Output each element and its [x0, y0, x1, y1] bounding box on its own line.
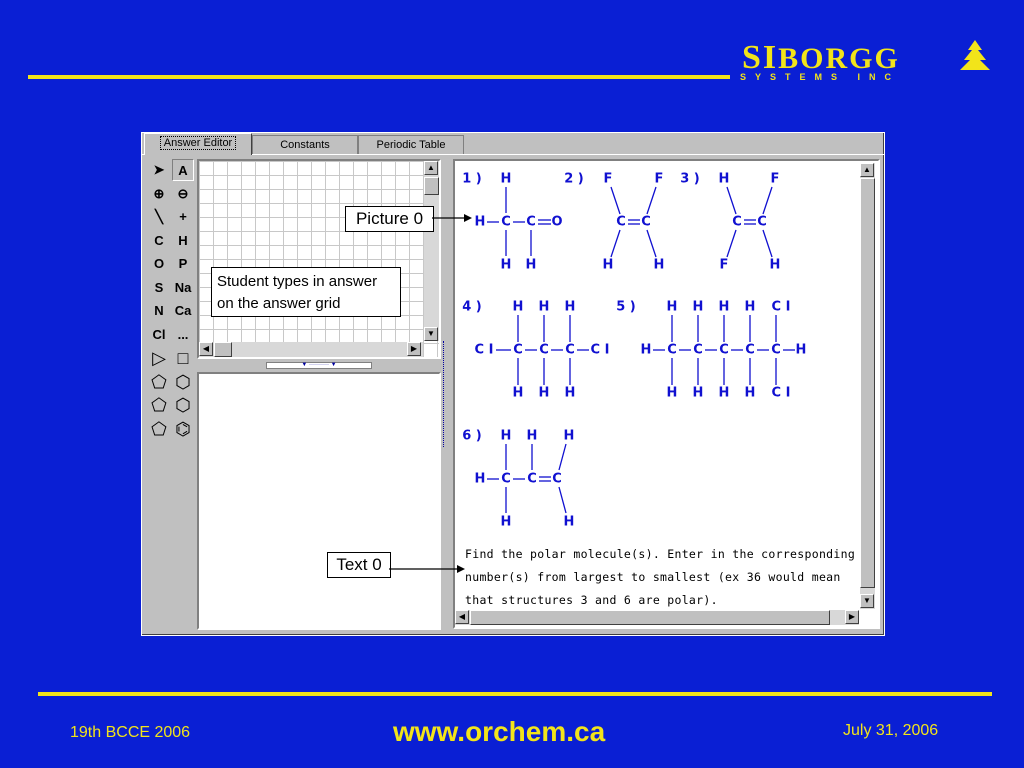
bond-line-icon[interactable]: ╲: [155, 209, 163, 224]
atom-label: H: [526, 428, 538, 444]
atom-label: H: [474, 214, 486, 230]
footer-date: July 31, 2006: [843, 722, 939, 739]
atom-label: H: [538, 299, 550, 315]
preview-scroll-down-button[interactable]: ▼: [860, 594, 874, 608]
atom-label: C: [539, 342, 549, 358]
atom-label: C I: [590, 342, 610, 358]
atom-label: H: [563, 428, 575, 444]
grid-note-line-2: on the answer grid: [217, 295, 341, 312]
bond-line: [763, 187, 772, 214]
octagon-ring-icon[interactable]: ⬡: [175, 395, 191, 415]
text-arrow: [389, 563, 465, 575]
atom-label: H: [795, 342, 807, 358]
bond-line: [559, 444, 566, 470]
benzene-icon[interactable]: ⌬: [175, 418, 191, 439]
logo-tree-icon: [958, 40, 992, 70]
scroll-left-button[interactable]: ◀: [199, 342, 213, 356]
tab-strip-line: [142, 154, 884, 155]
vertical-splitter[interactable]: [443, 341, 449, 447]
atom-label: C I: [771, 385, 791, 401]
atom-label: H: [653, 257, 665, 273]
square-ring-icon[interactable]: □: [177, 348, 189, 368]
atom-label: H: [564, 299, 576, 315]
scroll-thumb[interactable]: [424, 177, 439, 195]
atom-label: H: [500, 514, 512, 530]
horizontal-splitter[interactable]: ▼ ·········· ▼: [266, 362, 372, 369]
atom-label: H: [769, 257, 781, 273]
atom-label: H: [538, 385, 550, 401]
atom-label: H: [525, 257, 537, 273]
atom-cl[interactable]: Cl: [152, 326, 166, 342]
atom-label: H: [718, 385, 730, 401]
question-line-3: that structures 3 and 6 are polar).: [465, 593, 718, 607]
logo-wordmark: SIBORGG: [742, 39, 900, 76]
structure-number-label: 3 ): [680, 171, 700, 187]
atom-label: H: [500, 257, 512, 273]
atom-label: H: [500, 428, 512, 444]
preview-scroll-right-button[interactable]: ▶: [845, 610, 859, 624]
structure-number-label: 6 ): [462, 428, 482, 444]
atom-p[interactable]: P: [178, 256, 188, 271]
bond-line: [647, 230, 656, 257]
atom-na[interactable]: Na: [174, 279, 192, 295]
tab-periodic-table[interactable]: Periodic Table: [358, 135, 464, 154]
atom-h[interactable]: H: [178, 232, 188, 248]
atom-label: H: [666, 385, 678, 401]
top-yellow-rule: [28, 75, 730, 79]
atom-c[interactable]: C: [154, 232, 164, 248]
atom-label: H: [666, 299, 678, 315]
structure-number-label: 1 ): [462, 171, 482, 187]
grid-note-callout: [211, 267, 401, 317]
question-line-2: number(s) from largest to smallest (ex 36 would mean: [465, 570, 841, 584]
scroll-down-button[interactable]: ▼: [424, 327, 438, 341]
atom-label: H: [744, 299, 756, 315]
atom-label: C I: [474, 342, 494, 358]
grid-note-line-1: Student types in answer: [217, 273, 378, 290]
atom-label: H: [640, 342, 652, 358]
hscroll-thumb[interactable]: [214, 342, 232, 357]
atom-label: C: [616, 214, 626, 230]
drawing-toolbar: [146, 157, 196, 633]
pentagon-ring-icon[interactable]: ⬠: [151, 371, 167, 392]
atom-label: H: [564, 385, 576, 401]
atom-label: C: [757, 214, 767, 230]
bond-line: [727, 187, 736, 214]
atom-label: H: [512, 299, 524, 315]
atom-label: C: [565, 342, 575, 358]
footer-event: 19th BCCE 2006: [70, 724, 191, 741]
atom-label: F: [770, 171, 780, 187]
grid-horizontal-scrollbar[interactable]: [199, 342, 423, 357]
text-tool-icon[interactable]: A: [172, 159, 194, 181]
footer-website-link[interactable]: www.orchem.ca: [393, 716, 606, 747]
bond-line: [727, 230, 736, 257]
bond-line: [611, 187, 620, 214]
structure-number-label: 4 ): [462, 299, 482, 315]
question-line-1: Find the polar molecule(s). Enter in the corresponding: [465, 547, 856, 561]
atom-label: H: [744, 385, 756, 401]
atom-label: H: [692, 299, 704, 315]
bottom-yellow-rule: [38, 692, 992, 696]
atom-label: F: [719, 257, 729, 273]
atom-label: H: [512, 385, 524, 401]
atom-label: H: [602, 257, 614, 273]
atom-label: C: [745, 342, 755, 358]
atom-ca[interactable]: Ca: [174, 303, 192, 318]
question-text: [465, 543, 857, 612]
zoom-in-icon[interactable]: ⊕: [153, 185, 165, 201]
atom-label: C: [641, 214, 651, 230]
atom-label: C I: [771, 299, 791, 315]
bond-line: [559, 487, 566, 513]
atom-n[interactable]: N: [154, 303, 164, 318]
atom-label: F: [603, 171, 613, 187]
atom-label: C: [771, 342, 781, 358]
atom-label: H: [474, 471, 486, 487]
structure-number-label: 2 ): [564, 171, 584, 187]
atom-label: C: [732, 214, 742, 230]
atom-o[interactable]: O: [153, 256, 165, 271]
cyclopentadiene-icon[interactable]: ⬠: [151, 418, 167, 439]
atom-label: H: [692, 385, 704, 401]
hexagon-ring-icon[interactable]: ⬡: [175, 371, 191, 392]
text-editor-area[interactable]: [197, 372, 441, 630]
atom-label: C: [693, 342, 703, 358]
atom-label: H: [718, 171, 730, 187]
scroll-right-button[interactable]: ▶: [407, 342, 421, 356]
pointer-tool-icon[interactable]: ➤: [153, 162, 165, 177]
atom-label: O: [551, 214, 563, 230]
triangle-ring-icon[interactable]: ▷: [152, 348, 166, 368]
bond-line: [611, 230, 620, 257]
atom-label: C: [501, 214, 511, 230]
atom-label: C: [667, 342, 677, 358]
tab-answer-editor[interactable]: Answer Editor: [144, 133, 252, 155]
preview-scroll-left-button[interactable]: ◀: [455, 610, 469, 624]
atom-s[interactable]: S: [154, 279, 164, 295]
atom-label: C: [527, 471, 537, 487]
atom-label: C: [513, 342, 523, 358]
bond-line: [763, 230, 772, 257]
picture-arrow: [432, 212, 472, 224]
atom-label: C: [552, 471, 562, 487]
atom-label: H: [718, 299, 730, 315]
heptagon-ring-icon[interactable]: ⬠: [151, 395, 167, 415]
preview-scroll-up-button[interactable]: ▲: [860, 163, 874, 177]
text-callout: Text 0: [327, 552, 391, 578]
preview-scroll-thumb[interactable]: [860, 178, 875, 588]
tab-constants[interactable]: Constants: [252, 135, 358, 154]
atom-label: C: [501, 471, 511, 487]
atom-label: H: [563, 514, 575, 530]
preview-hscroll-thumb[interactable]: [470, 610, 830, 625]
atom-label: F: [654, 171, 664, 187]
molecule-structures: [456, 160, 856, 535]
answer-grid[interactable]: [197, 159, 441, 359]
atom-label: H: [500, 171, 512, 187]
scroll-up-button[interactable]: ▲: [424, 161, 438, 175]
atom-label: C: [526, 214, 536, 230]
structure-number-label: 5 ): [616, 299, 636, 315]
logo-subtitle: SYSTEMS INC: [740, 72, 901, 82]
zoom-out-icon[interactable]: ⊖: [177, 185, 189, 201]
atom-label: C: [719, 342, 729, 358]
crosshair-icon[interactable]: +: [179, 209, 187, 224]
more-atoms[interactable]: ...: [177, 326, 189, 342]
picture-callout: Picture 0: [345, 206, 434, 232]
bond-line: [647, 187, 656, 214]
